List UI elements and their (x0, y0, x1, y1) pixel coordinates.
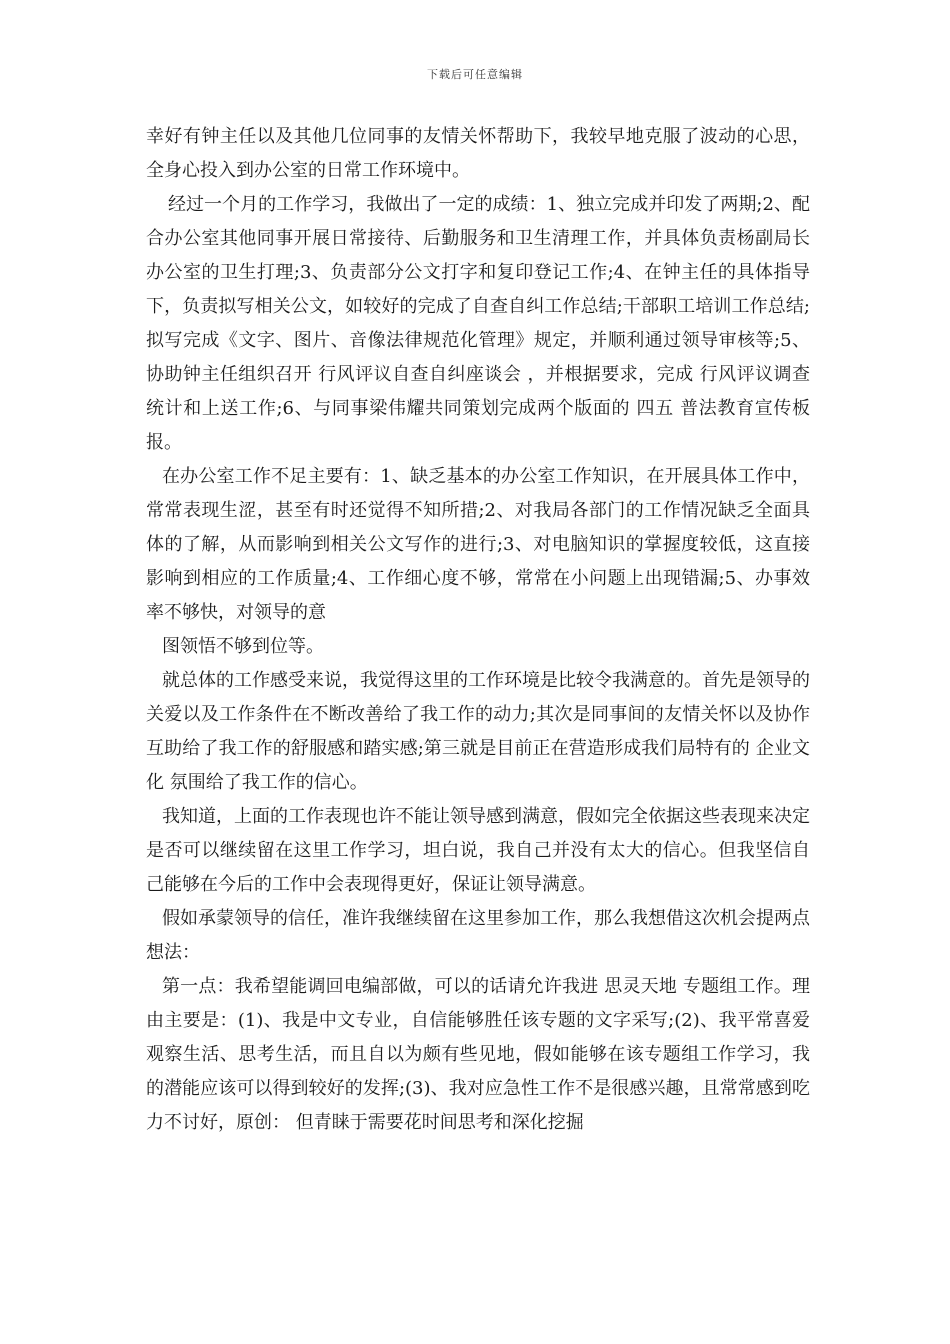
paragraph-6: 我知道，上面的工作表现也许不能让领导感到满意，假如完全依据这些表现来决定是否可以继续留在这里工作学习，坦白说，我自己并没有太大的信心。但我坚信自己能够在今后的工作中会表现得更好，保证让领导满意。 (146, 806, 810, 895)
document-body (146, 120, 810, 1140)
paragraph-7: 假如承蒙领导的信任，准许我继续留在这里参加工作，那么我想借这次机会提两点想法： (146, 908, 810, 963)
paragraph-8: 第一点：我希望能调回电编部做，可以的话请允许我进 思灵天地 专题组工作。理由主要是：(1)、我是中文专业，自信能够胜任该专题的文字采写;(2)、我平常喜爱观察生活、思考生活，而且自以为颇有些见地，假如能够在该专题组工作学习，我的潜能应该可以得到较好的发挥;(3)、我对应急性工作不是很感兴趣，且常常感到吃力不讨好，原创： 但青睐于需要花时间思考和深化挖掘 (146, 976, 810, 1133)
paragraph-1: 幸好有钟主任以及其他几位同事的友情关怀帮助下，我较早地克服了波动的心思，全身心投入到办公室的日常工作环境中。 (146, 126, 810, 181)
page-header: 下载后可任意编辑 (427, 68, 523, 81)
paragraph-2: 经过一个月的工作学习，我做出了一定的成绩：1、独立完成并印发了两期;2、配合办公室其他同事开展日常接待、后勤服务和卫生清理工作，并具体负责杨副局长办公室的卫生打理;3、负责部分公文打字和复印登记工作;4、在钟主任的具体指导下，负责拟写相关公文，如较好的完成了自查自纠工作总结;干部职工培训工作总结;拟写完成《文字、图片、音像法律规范化管理》规定，并顺利通过领导审核等;5、协助钟主任组织召开 行风评议自查自纠座谈会 ，并根据要求，完成 行风评议调查 统计和上送工作;6、与同事梁伟耀共同策划完成两个版面的 四五 普法教育宣传板报。 (146, 194, 810, 453)
paragraph-5: 就总体的工作感受来说，我觉得这里的工作环境是比较令我满意的。首先是领导的关爱以及工作条件在不断改善给了我工作的动力;其次是同事间的友情关怀以及协作互助给了我工作的舒服感和踏实感;第三就是目前正在营造形成我们局特有的 企业文化 氛围给了我工作的信心。 (146, 670, 810, 793)
paragraph-3: 在办公室工作不足主要有：1、缺乏基本的办公室工作知识，在开展具体工作中，常常表现生涩，甚至有时还觉得不知所措;2、对我局各部门的工作情况缺乏全面具体的了解，从而影响到相关公文写作的进行;3、对电脑知识的掌握度较低，这直接影响到相应的工作质量;4、工作细心度不够，常常在小问题上出现错漏;5、办事效率不够快，对领导的意 (146, 466, 810, 623)
paragraph-4: 图领悟不够到位等。 (162, 636, 324, 657)
